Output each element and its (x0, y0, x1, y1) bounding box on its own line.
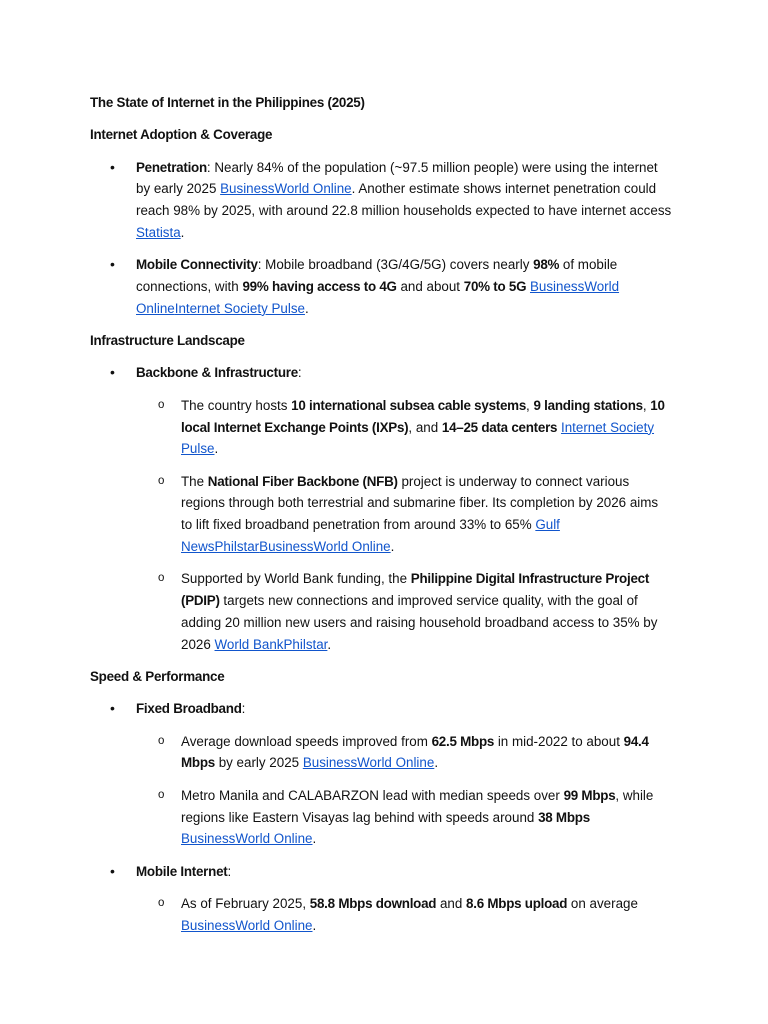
text: As of February 2025, (181, 895, 310, 911)
text: The (181, 473, 208, 489)
fixed-broadband-sublist (136, 731, 672, 850)
backbone-sublist (136, 395, 672, 656)
bold-text: 70% to 5G (463, 279, 527, 295)
section-heading-infrastructure: Infrastructure Landscape (90, 333, 245, 349)
text: in mid-2022 to about (494, 733, 624, 749)
text: . (304, 300, 309, 316)
bold-text: 10 international subsea cable systems (291, 397, 527, 413)
link-gulf-news[interactable]: Gulf News (181, 517, 560, 555)
bold-text: 99% having access to 4G (242, 279, 397, 295)
speed-list (90, 698, 672, 936)
link-businessworld[interactable]: BusinessWorld Online (220, 181, 352, 197)
text: : (227, 863, 232, 879)
bullet-label: Backbone & Infrastructure (136, 365, 298, 381)
mobile-internet-sublist (136, 893, 672, 937)
text: . (180, 224, 185, 240)
bold-text: Philippine Digital Infrastructure Project (PDIP) (181, 571, 650, 609)
subbullet-cables (136, 395, 672, 460)
link-internet-society[interactable]: Internet Society Pulse (174, 300, 305, 316)
text: : Nearly 84% of the population (~97.5 million people) were using the internet by early 2025 (136, 159, 658, 197)
text: , while regions like Eastern Visayas lag behind with speeds around (181, 787, 654, 825)
bullet-fixed-broadband (90, 698, 672, 850)
link-world-bank[interactable]: World Bank (214, 636, 284, 652)
subbullet-nfb (136, 471, 672, 558)
text: Metro Manila and CALABARZON lead with median speeds over (181, 787, 564, 803)
text: , (642, 397, 651, 413)
text: . (434, 755, 439, 771)
link-businessworld[interactable]: BusinessWorld Online (259, 539, 391, 555)
bold-text: National Fiber Backbone (NFB) (207, 473, 398, 489)
document-title: The State of Internet in the Philippines (2025) (90, 95, 365, 110)
text: , (526, 397, 534, 413)
link-businessworld[interactable]: BusinessWorld Online (181, 831, 313, 847)
subbullet-download-speeds (136, 731, 672, 775)
bullet-penetration (90, 157, 672, 244)
text: . (312, 831, 317, 847)
text: . (327, 636, 332, 652)
link-philstar[interactable]: Philstar (283, 636, 328, 652)
link-internet-society[interactable]: Internet Society Pulse (181, 419, 655, 457)
bullet-mobile-internet (90, 861, 672, 937)
bullet-backbone (90, 362, 672, 655)
text: , and (408, 419, 442, 435)
text: The country hosts (181, 397, 292, 413)
infrastructure-list (90, 362, 672, 655)
bold-text: 38 Mbps (538, 809, 590, 825)
bullet-label: Fixed Broadband (136, 701, 242, 717)
bold-text: 10 local Internet Exchange Points (IXPs) (181, 397, 665, 435)
bold-text: 58.8 Mbps download (309, 895, 437, 911)
text: : Mobile broadband (3G/4G/5G) covers nearly (257, 257, 534, 273)
text: . (214, 441, 219, 457)
text: : (297, 365, 302, 381)
bullet-label: Penetration (136, 159, 207, 175)
bold-text: 98% (533, 257, 560, 273)
bold-text: 14–25 data centers (441, 419, 558, 435)
text: . (312, 917, 317, 933)
link-businessworld[interactable]: BusinessWorld Online (181, 917, 313, 933)
bold-text: 62.5 Mbps (431, 733, 495, 749)
text: project is underway to connect various regions through both terrestrial and submarine fiber. Its completion by 2026 aims to lift fixed broadband penetration from around 33% to 65% (181, 473, 659, 533)
link-statista[interactable]: Statista (136, 224, 181, 240)
bullet-mobile-connectivity (90, 254, 672, 319)
bullet-label: Mobile Internet (136, 863, 228, 879)
link-philstar[interactable]: Philstar (214, 539, 260, 555)
text: of mobile connections, with (136, 257, 618, 295)
link-businessworld[interactable]: BusinessWorld Online (302, 755, 435, 771)
section-heading-adoption: Internet Adoption & Coverage (90, 127, 273, 143)
text: targets new connections and improved service quality, with the goal of adding 20 million new users and raising household broadband access to 35% by 2026 (181, 593, 658, 652)
text: Supported by World Bank funding, the (181, 571, 411, 587)
text: by early 2025 (214, 755, 303, 771)
link-businessworld[interactable]: BusinessWorld Online (136, 279, 620, 316)
bold-text: 9 landing stations (533, 397, 643, 413)
text: and (436, 895, 467, 911)
subbullet-regional-speeds (136, 785, 672, 850)
text: Average download speeds improved from (181, 733, 432, 749)
text: on average (567, 895, 638, 911)
text: and about (396, 279, 464, 295)
text: : (241, 701, 246, 717)
subbullet-pdip (136, 568, 672, 655)
section-heading-speed: Speed & Performance (90, 669, 225, 685)
bullet-label: Mobile Connectivity (136, 257, 258, 273)
bold-text: 99 Mbps (563, 787, 616, 803)
adoption-list (90, 157, 672, 320)
bold-text: 8.6 Mbps upload (466, 895, 568, 911)
text: . (390, 539, 395, 555)
document-page (90, 92, 672, 947)
subbullet-mobile-speeds (136, 893, 672, 937)
bold-text: 94.4 Mbps (181, 733, 649, 771)
text: . Another estimate shows internet penetration could reach 98% by 2025, with around 22.8 million households expected to have internet access (136, 181, 672, 219)
